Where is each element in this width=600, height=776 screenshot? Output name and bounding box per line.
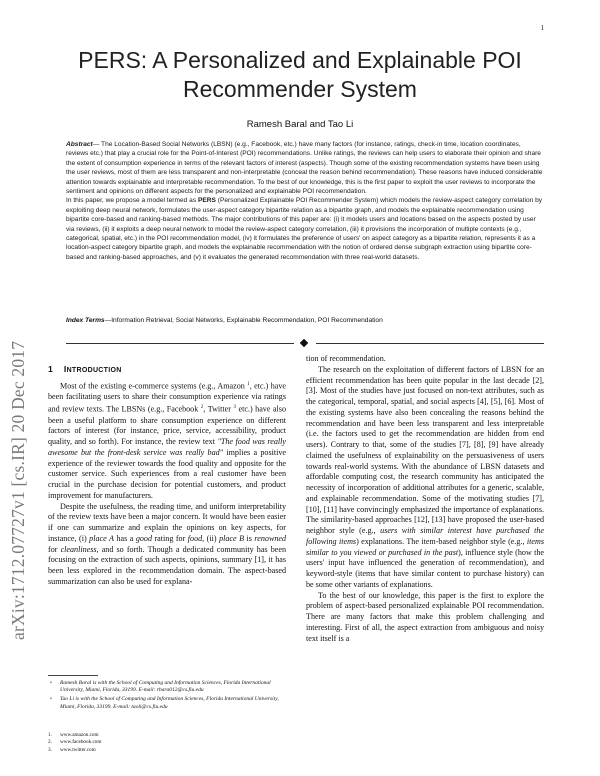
section-divider [66, 339, 544, 347]
intro-p2-e: is [244, 533, 255, 543]
index-terms [66, 317, 544, 324]
affiliation-1: • Ramesh Baral is with the School of Computing and Information Sciences, Florida International University, Miami, Florida, 33199. E-mail: rbara012@cs.fiu.edu [48, 680, 286, 694]
diamond-icon [300, 339, 308, 347]
section-title-initial: I [63, 364, 67, 374]
right-p1-emphasis-1: users with similar interest have purchased the following items [306, 526, 544, 546]
abstract-pers-acronym: PERS [197, 197, 216, 205]
author-affiliations [48, 680, 286, 713]
left-column-body [48, 380, 286, 588]
footnote-ref-1[interactable]: 1 [247, 382, 250, 387]
right-p1-c: ), influence style (how the users' input have influenced the generation of recommendation), and keyword-style (items that have similar content to purchase history) can be some other variants of explanations. [306, 547, 545, 589]
divider-line-left [66, 343, 294, 344]
word-renowned: renowned [254, 533, 287, 543]
right-paragraph-1 [306, 365, 544, 591]
footnote-rule [48, 675, 98, 676]
intro-paragraph-1 [48, 380, 286, 502]
index-terms-label: Index Terms [66, 317, 105, 324]
right-p1-emphasis-2: items similar to you viewed or purchased in the past [306, 536, 544, 557]
footnote-2-url[interactable]: www.facebook.com [60, 739, 102, 746]
abstract-label: Abstract [66, 141, 93, 148]
abstract-paragraph-2 [66, 196, 544, 262]
abstract-text-1: — The Location-Based Social Networks (LBSN) (e.g., Facebook, etc.) have many factors (for instance, ratings, check-in time, location coordinates, reviews etc.) that play a crucial role for the Point-of-Interest (POI) recommendations. Unlike ratings, the reviews can help users to elaborate their opinion and share the extent of consumption experience in terms of the relevant factors of interest (aspects). Though some of the existing recommendation systems have been using the user reviews, most of them are less transparent and non-interpretable (conceal the reason behind recommendation). These reasons have induced considerable attention towards explainable and interpretable recommendation. To the best of our knowledge, this is the first paper to exploit the user reviews to incorporate the sentiment and opinions on different aspects for the personalized and explainable POI recommendation. [66, 141, 543, 196]
footnote-3-url[interactable]: www.twitter.com [60, 746, 96, 753]
right-p1-b: ) explanations. The item-based neighbor style (e.g., [356, 536, 527, 546]
paper-authors: Ramesh Baral and Tao Li [246, 119, 354, 130]
footnote-ref-3[interactable]: 3 [233, 405, 236, 411]
abstract-paragraph-1 [66, 140, 544, 196]
right-paragraph-2: To the best of our knowledge, this paper is the first to explore the problem of aspect-based personalized explainable POI recommendation. There are many factors that make this problem challenging and interesting. First of all, the aspect extraction from ambiguous and noisy text itself is a [306, 590, 544, 643]
arxiv-side-stamp: arXiv:1712.07727v1 [cs.IR] 20 Dec 2017 [8, 340, 28, 640]
intro-p2-g: , and so forth. Though a dedicated community has been focusing on the extraction of such aspects, opinions, summary [1], it has been less explored in the recommendation domain. The aspect-based summarization can also be used for explana- [48, 544, 286, 586]
review-quote: "The food was really awesome but the front-desk service was really bad" [48, 437, 286, 457]
footnote-ref-2[interactable]: 2 [200, 405, 204, 411]
footnote-2-number: 2. [48, 739, 52, 746]
abstract-text-2b: (Personalized Explainable POI Recommender System) which models the review-aspect category correlation by exploiting deep neural network, formulates the user-aspect category bipartite relation as a bipartite graph, and models the explainable recommendation using bipartite core-based and ranking-based methods. The major contributions of this paper are: (i) it models users and locations based on the aspects posted by user via reviews, (ii) it exploits a deep neural network to model the review-aspect category correlation, (iii) it provisions the incorporation of multiple contexts (e.g., categorical, spatial, etc.) in the POI recommendation model, (iv) it formulates the preference of users' on aspect category as a bipartite relation, represents it as a location-aspect category bipartite graph, and models the explainable recommendation with the notion of ordered dense subgraph extraction using bipartite core-based and ranking-based approaches, and (v) it evaluates the generated recommendation with three real-world datasets. [66, 197, 543, 261]
word-cleanliness: cleanliness [60, 544, 97, 554]
intro-p2-c: rating for [152, 533, 188, 543]
intro-p1-c: , Twitter [203, 404, 234, 414]
footnote-1-number: 1. [48, 732, 52, 738]
intro-p1-e: implies a positive experience of the reviewer towards the food quality and opposite for the customer service. Such experiences from a real customer have been crucial in the purchase decision for potential customers, and product improvement for manufacturers. [48, 447, 286, 500]
abstract-text-2a: In this paper, we propose a model termed as [66, 197, 198, 205]
paper-title-line-1: PERS: A Personalized and Explainable POI [78, 47, 522, 73]
footnote-3 [48, 747, 286, 754]
right-paragraph-0: tion of recommendation. [306, 354, 386, 363]
place-a: place A [89, 533, 114, 543]
intro-p2-f: for [48, 544, 61, 554]
intro-p1-a: Most of the existing e-commerce systems (e.g., Amazon [60, 381, 248, 391]
page-number: 1 [540, 24, 544, 32]
footnote-1-url[interactable]: www.amazon.com [60, 732, 99, 738]
section-heading-introduction [48, 364, 122, 374]
abstract [66, 140, 544, 262]
right-p1-a: The research on the exploitation of different factors of LBSN for an efficient recommendation has been quite popular in the last decade [2], [3]. Most of the studies have just focused on non-text attributes, such as the categorical, temporal, spatial, and social aspects [4], [5], [6]. Most of the existing systems have also been concealing the reasons behind the recommendation and have been less transparent and less interpretable (i.e. the factors used to get the recommendation are hidden from end users). Contrary to that, some of the studies [7], [8], [9] have already claimed the usefulness of explainability on the persuasiveness of users towards real-world systems. With the abundance of LBSN datasets and affordable computing cost, the research community has anticipated the necessity of incorporation of additional attributes for a generic, scalable, and explainable recommendation. Some of the motivating studies [7], [10], [11] have convincingly emphasized the importance of explanations. The similarity-based approaches [12], [13] have proposed the user-based neighbor style (e.g., [306, 364, 544, 535]
section-number: 1 [48, 364, 54, 374]
footnote-3-number: 3. [48, 746, 52, 753]
index-terms-text: —Information Retrieval, Social Networks, Explainable Recommendation, POI Recommendation [104, 317, 383, 324]
place-b: place B [219, 533, 245, 543]
paper-title-line-2: Recommender System [183, 76, 417, 102]
intro-p1-b: , etc.) have been facilitating users to share their consumption experience via ratings and review texts. The LBSNs (e.g., Facebook [48, 381, 286, 414]
affiliation-2: • Tao Li is with the School of Computing and Information Sciences, Florida International University, Miami, Florida, 33199. E-mail: taoli@cs.fiu.edu [48, 696, 286, 710]
paper-title [60, 46, 540, 104]
intro-p2-b: has a [113, 533, 136, 543]
section-title-rest: NTRODUCTION [66, 367, 122, 374]
intro-paragraph-2 [48, 502, 286, 588]
footnote-2 [48, 739, 286, 746]
word-good: good [135, 533, 152, 543]
footnote-urls [48, 732, 286, 754]
word-food: food [187, 533, 203, 543]
intro-p2-d: , (ii) [202, 533, 220, 543]
intro-p2-a: Despite the usefulness, the reading time, and uniform interpretability of the review texts have been a major concern. It would have been easier if one can summarize and explain the opinions on key aspects, for instance, (i) [48, 501, 286, 543]
right-column-body [306, 354, 544, 644]
intro-p1-d: etc.) have also been a useful platform to share consumption experience on different factors of interest (for instance, price, service, accessibility, product quality, and so forth). For instance, the review text [48, 404, 286, 447]
divider-line-right [316, 343, 544, 344]
